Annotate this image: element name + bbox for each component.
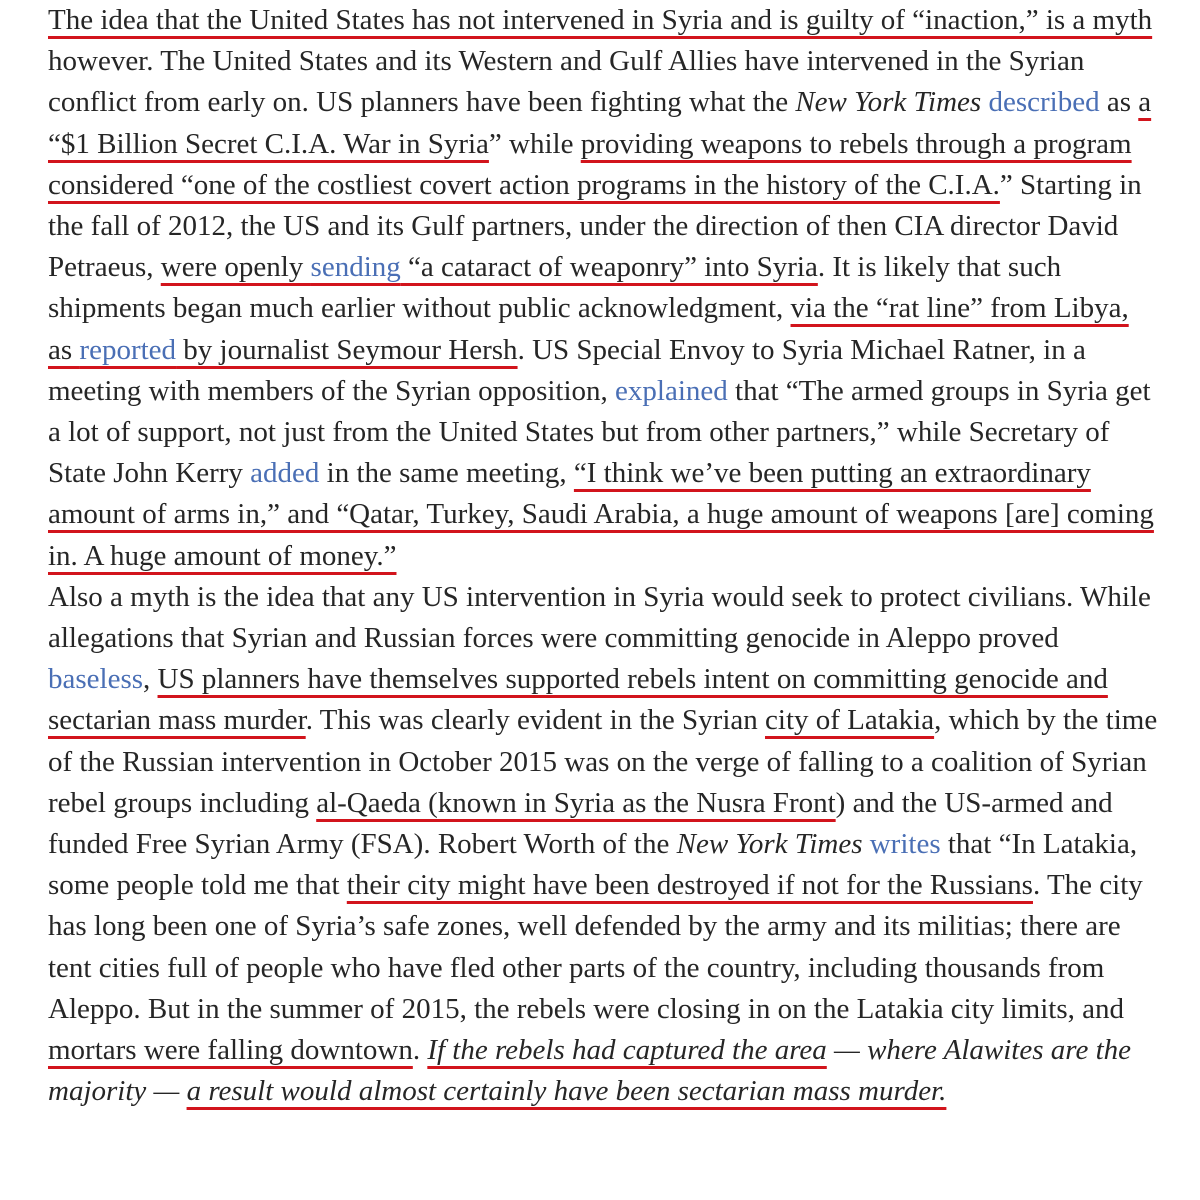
highlighted-text: mortars were falling downtown (48, 1034, 413, 1067)
paragraph (48, 577, 1158, 1113)
text-segment: in the same meeting, (319, 457, 574, 490)
inline-link[interactable]: sending (310, 251, 401, 284)
inline-link[interactable]: reported (79, 333, 177, 366)
text-segment: . (412, 1034, 428, 1067)
highlighted-text: via the “rat line” from Libya, as (48, 292, 1129, 366)
text-segment: as (1099, 86, 1139, 119)
italic-text: New York Times (676, 828, 863, 861)
text-segment: . It is likely that such shipments began much earlier without public acknowledgment, (48, 251, 1062, 325)
article-body (48, 0, 1158, 1112)
text-segment: that “In Latakia, some people told me that (48, 828, 1138, 902)
text-segment: Also a myth is the idea that any US intervention in Syria would seek to protect civilians. While allegations that Syrian and Russian forces were committing genocide in Aleppo proved (48, 580, 1151, 655)
paragraph (48, 0, 1158, 577)
text-segment: ” Starting in the fall of 2012, the US and its Gulf partners, under the direction of then CIA director David Petraeus, (48, 168, 1142, 284)
text-segment: ) and the US-armed and funded Free Syrian Army (FSA). Robert Worth of the (48, 786, 1113, 861)
italic-text: New York Times (795, 86, 982, 119)
inline-link[interactable]: explained (615, 374, 728, 407)
text-segment: that “The armed groups in Syria get a lot of support, not just from the United States but from other partners,” while Secretary of State John Kerry (48, 374, 1151, 490)
highlighted-text: “a cataract of weaponry” into Syria (400, 251, 818, 284)
text-segment: however. The United States and its Western and Gulf Allies have intervened in the Syrian conflict from early on. US planners have been fighting what the (48, 45, 1085, 119)
text-segment: . US Special Envoy to Syria Michael Ratner, in a meeting with members of the Syrian opposition, (48, 333, 1086, 407)
highlighted-text: al-Qaeda (known in Syria as the Nusra Front (316, 786, 836, 819)
highlighted-text: If the rebels had captured the area (427, 1034, 827, 1067)
inline-link[interactable]: baseless (48, 663, 144, 696)
text-segment: , (143, 663, 158, 696)
highlighted-text: a result would almost certainly have been sectarian mass murder. (186, 1075, 947, 1108)
inline-link[interactable]: writes (869, 828, 941, 861)
highlighted-text: city of Latakia (765, 704, 935, 737)
text-segment: ” while (488, 127, 581, 160)
inline-link[interactable]: added (250, 457, 320, 490)
highlighted-text: “I think we’ve been putting an extraordinary amount of arms in,” and “Qatar, Turkey, Saudi Arabia, a huge amount of weapons [are] coming in. A huge amount of money.” (48, 457, 1154, 572)
text-segment (862, 828, 869, 860)
highlighted-text: The idea that the United States has not intervened in Syria and is guilty of “inaction,” is a myth (48, 4, 1153, 36)
text-segment: , which by the time of the Russian intervention in October 2015 was on the verge of falling to a coalition of Syrian rebel groups including (48, 704, 1158, 819)
text-segment: . The city has long been one of Syria’s safe zones, well defended by the army and its militias; there are tent cities full of people who have fled other parts of the country, including thousands from Aleppo. But in the summer of 2015, the rebels were closing in on the Latakia city limits, and (48, 869, 1143, 1025)
inline-link[interactable]: described (988, 86, 1100, 119)
highlighted-text: US planners have themselves supported rebels intent on committing genocide and sectarian mass murder (48, 663, 1108, 737)
highlighted-text: their city might have been destroyed if not for the Russians (346, 869, 1033, 902)
text-segment: . This was clearly evident in the Syrian (305, 704, 766, 737)
highlighted-text: by journalist Seymour Hersh (176, 333, 518, 366)
highlighted-text: were openly (160, 251, 311, 284)
highlighted-text: a “$1 Billion Secret C.I.A. War in Syria (48, 86, 1152, 160)
italic-text: — where Alawites are the majority — (48, 1034, 1131, 1108)
highlighted-text: providing weapons to rebels through a program considered “one of the costliest covert action programs in the history of the C.I.A. (48, 127, 1132, 201)
